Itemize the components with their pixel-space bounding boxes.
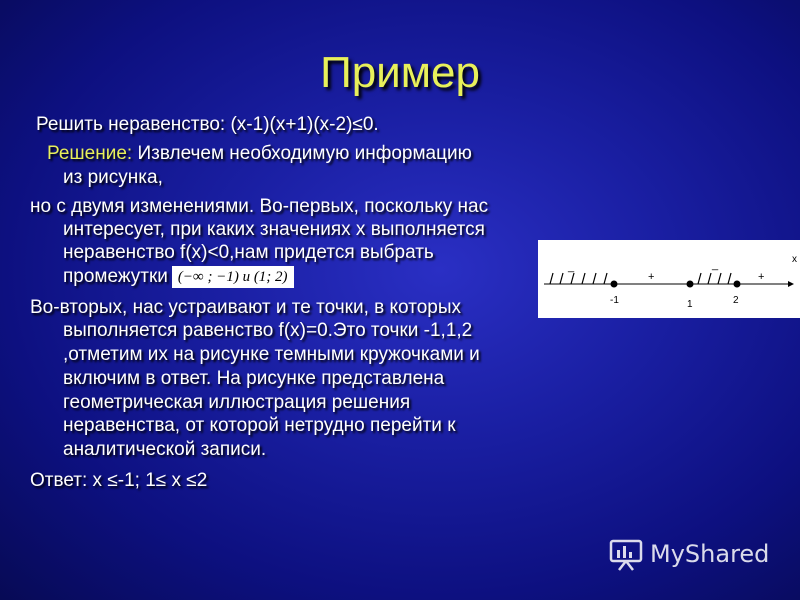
solution-text: Извлечем необходимую информацию <box>132 143 472 164</box>
intervals-label: промежутки <box>63 266 168 288</box>
solution-line-3: но с двумя изменениями. Во-первых, поскольку нас <box>30 196 489 217</box>
point-minus-one <box>611 281 618 288</box>
watermark-text: MyShared <box>650 540 770 568</box>
solution-line-12: неравенства, от которой нетрудно перейти к <box>63 415 456 436</box>
sign-interval-2: + <box>648 271 655 283</box>
solution-line-5: неравенство f(x)<0,нам придется выбрать <box>63 242 434 263</box>
sign-interval-3: _ <box>712 259 719 271</box>
solution-line-11: геометрическая иллюстрация решения <box>63 392 411 413</box>
solution-line-8: выполняется равенство f(x)=0.Это точки -1,1,2 <box>63 320 473 341</box>
point-label-one: 1 <box>687 299 693 310</box>
sign-interval-1: _ <box>568 261 575 273</box>
hatch-middle <box>698 273 731 284</box>
point-two <box>734 281 741 288</box>
problem-statement: Решить неравенство: (x-1)(x+1)(x-2)≤0. <box>36 114 379 135</box>
sign-interval-4: + <box>758 271 765 283</box>
solution-line-6 <box>63 266 294 288</box>
axis-label: x <box>792 254 797 265</box>
solution-label: Решение: <box>47 143 133 164</box>
number-line-figure <box>538 240 800 318</box>
hatch-left <box>550 273 607 284</box>
answer: Ответ: x ≤-1; 1≤ x ≤2 <box>30 470 208 491</box>
slide-title: Пример <box>320 48 480 97</box>
solution-line-9: ,отметим их на рисунке темными кружочками и <box>63 344 480 365</box>
point-one <box>687 281 694 288</box>
solution-line-13: аналитической записи. <box>63 439 267 460</box>
axis-arrow-icon <box>788 281 794 287</box>
presentation-board-icon <box>608 537 644 571</box>
solution-line-1 <box>47 143 472 165</box>
point-label-two: 2 <box>733 295 739 306</box>
solution-line-7: Во-вторых, нас устраивают и те точки, в которых <box>30 297 461 318</box>
point-label-minus-one: -1 <box>610 295 619 306</box>
solution-line-10: включим в ответ. На рисунке представлена <box>63 368 445 389</box>
mysahred-watermark <box>608 537 769 571</box>
interval-formula: (−∞ ; −1) u (1; 2) <box>172 266 294 288</box>
solution-line-4: интересует, при каких значениях x выполняется <box>63 219 485 240</box>
solution-line-2: из рисунка, <box>63 167 163 188</box>
number-line-svg <box>538 240 800 318</box>
